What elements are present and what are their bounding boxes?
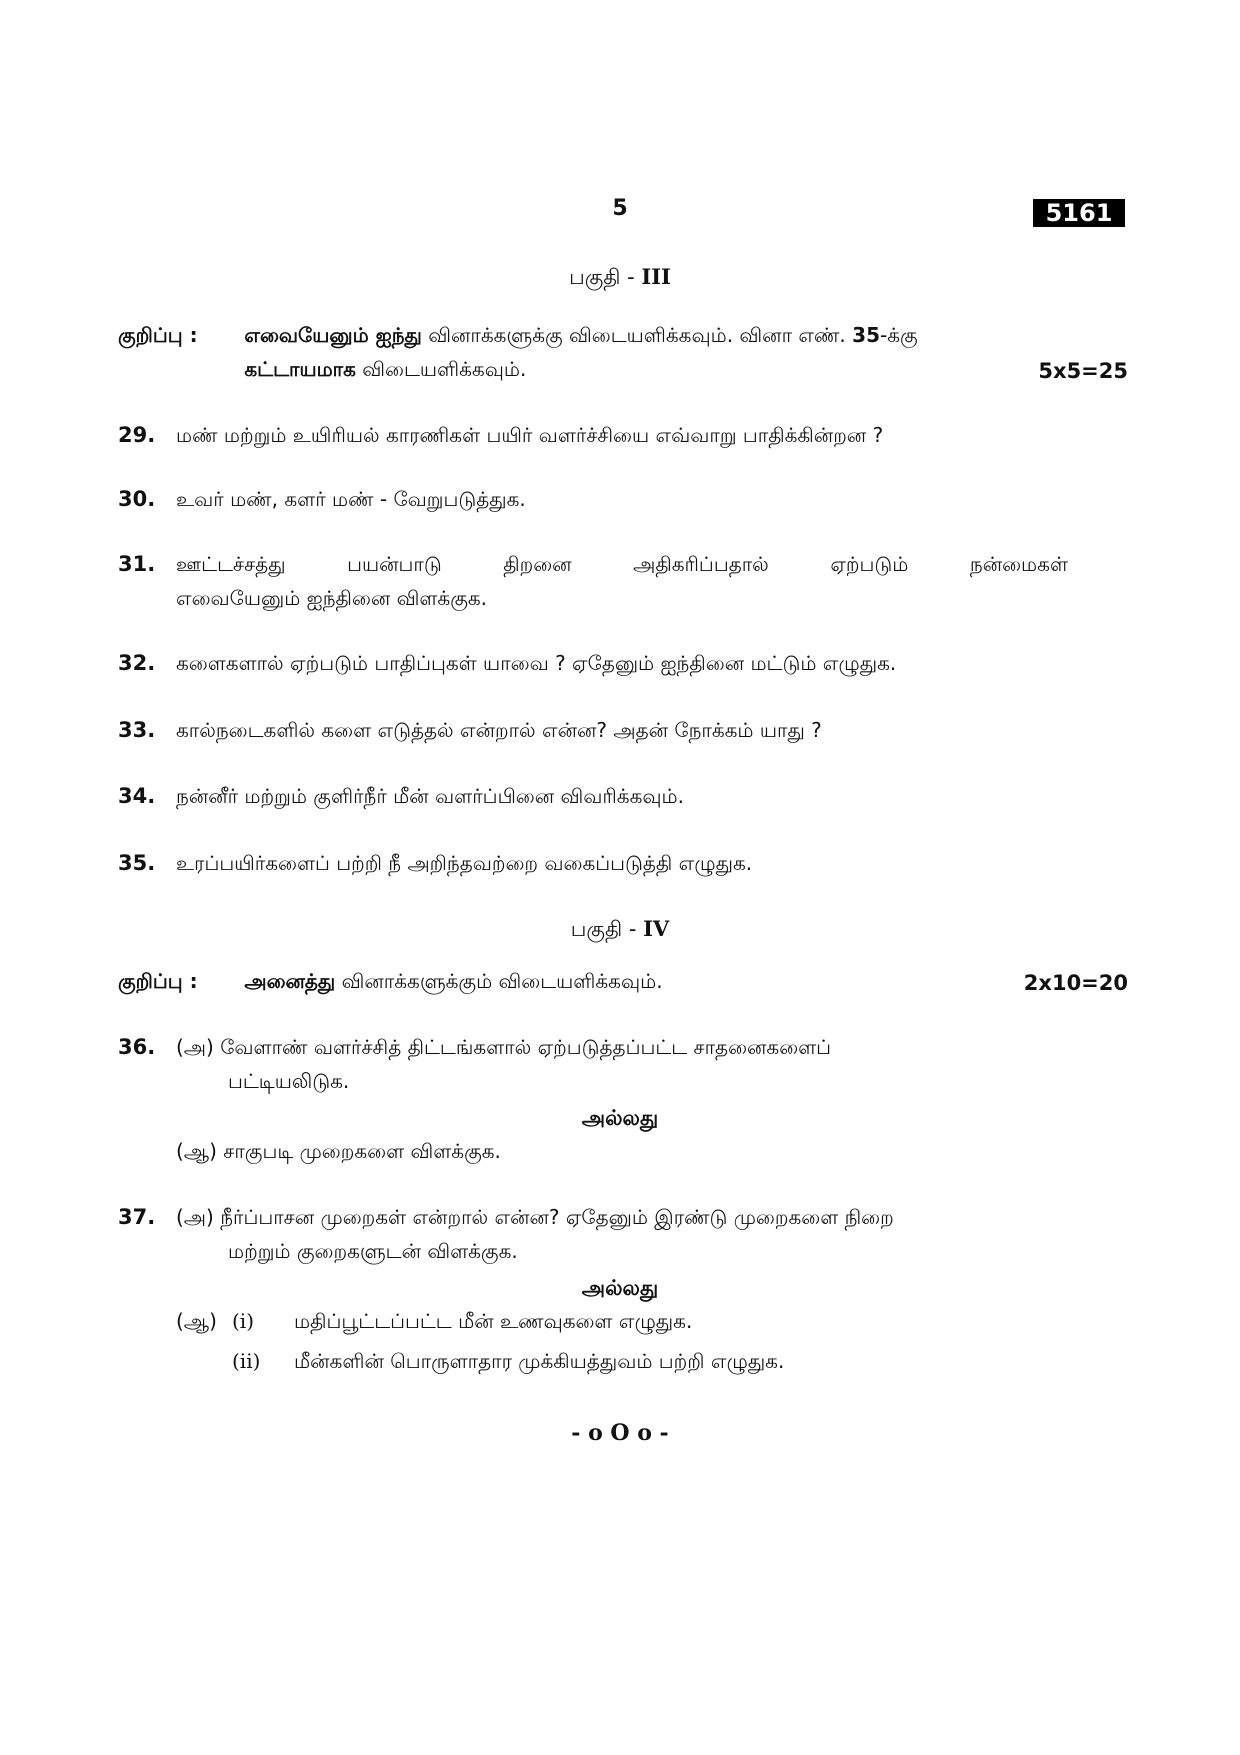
option-b-label: (ஆ): [176, 1139, 217, 1163]
question-number: 30.: [118, 487, 156, 511]
page-number: 5: [612, 196, 628, 221]
note-label: குறிப்பு :: [118, 323, 198, 347]
question-text: நன்னீர் மற்றும் குளிர்நீர் மீன் வளர்ப்பினை விவரிக்கவும்.: [176, 784, 684, 808]
note-bold-compulsory: கட்டாயமாக: [244, 357, 356, 381]
question-31: [118, 547, 1068, 615]
question-number: 29.: [118, 423, 156, 447]
option-a-label: (அ): [176, 1035, 214, 1059]
sub-ii-label: (ii): [232, 1349, 261, 1373]
or-divider: அல்லது: [581, 1106, 659, 1130]
section-word: பகுதி: [570, 917, 623, 941]
marks-part4: 2x10=20: [1023, 971, 1128, 995]
question-37: [118, 1200, 1068, 1268]
question-number: 35.: [118, 851, 156, 875]
question-34: [118, 779, 1068, 813]
question-30: [118, 482, 1068, 516]
option-b-label: (ஆ): [176, 1309, 217, 1333]
sub-i-label: (i): [232, 1309, 255, 1333]
question-36-option-b: [118, 1134, 1068, 1168]
question-number: 32.: [118, 651, 156, 675]
question-37-option-b: [118, 1304, 1068, 1384]
note-text-answer: விடையளிக்கவும்.: [362, 357, 527, 381]
paper-code-badge: 5161: [1033, 199, 1125, 227]
section-title-part3: பகுதி - III: [569, 264, 671, 289]
part3-instruction: [118, 318, 1128, 386]
part4-instruction: [118, 964, 1128, 998]
question-text: உரப்பயிர்களைப் பற்றி நீ அறிந்தவற்றை வகைப்படுத்தி எழுதுக.: [176, 851, 753, 875]
question-text-cont: எவையேனும் ஐந்தினை விளக்குக.: [176, 586, 488, 610]
note-text: வினாக்களுக்கு விடையளிக்கவும். வினா எண்.: [428, 323, 846, 347]
question-35: [118, 846, 1068, 880]
question-text: கால்நடைகளில் களை எடுத்தல் என்றால் என்ன? அதன் நோக்கம் யாது ?: [176, 718, 822, 742]
option-a-text: வேளாண் வளர்ச்சித் திட்டங்களால் ஏற்படுத்தப்பட்ட சாதனைகளைப்: [220, 1035, 832, 1059]
question-29: [118, 418, 1068, 452]
note-text: வினாக்களுக்கும் விடையளிக்கவும்.: [341, 969, 663, 993]
question-number: 34.: [118, 784, 156, 808]
question-number: 33.: [118, 718, 156, 742]
marks-part3: 5x5=25: [1038, 359, 1128, 383]
option-a-text: நீர்ப்பாசன முறைகள் என்றால் என்ன? ஏதேனும் இரண்டு முறைகளை நிறை: [220, 1205, 894, 1229]
question-text: ஊட்டச்சத்து பயன்பாடு திறனை அதிகரிப்பதால் ஏற்படும் நன்மைகள்: [176, 552, 1068, 576]
question-text: உவர் மண், களர் மண் - வேறுபடுத்துக.: [176, 487, 526, 511]
or-divider: அல்லது: [581, 1276, 659, 1300]
question-text: மண் மற்றும் உயிரியல் காரணிகள் பயிர் வளர்ச்சியை எவ்வாறு பாதிக்கின்றன ?: [176, 423, 884, 447]
question-36: [118, 1030, 1068, 1098]
option-a-label: (அ): [176, 1205, 214, 1229]
question-number: 36.: [118, 1035, 156, 1059]
end-mark: - o O o -: [571, 1420, 669, 1446]
question-text: களைகளால் ஏற்படும் பாதிப்புகள் யாவை ? ஏதேனும் ஐந்தினை மட்டும் எழுதுக.: [176, 651, 897, 675]
note-label: குறிப்பு :: [118, 969, 198, 993]
question-32: [118, 646, 1068, 680]
option-a-text-cont: பட்டியலிடுக.: [228, 1069, 350, 1093]
question-number: 31.: [118, 552, 156, 576]
option-b-text: சாகுபடி முறைகளை விளக்குக.: [223, 1139, 501, 1163]
note-bold-qnum: 35: [852, 323, 880, 347]
question-number: 37.: [118, 1205, 156, 1229]
section-title-part4: பகுதி - IV: [570, 916, 670, 941]
note-text-suffix: -க்கு: [880, 323, 918, 347]
note-bold-all: அனைத்து: [244, 969, 336, 993]
section-numeral: III: [641, 264, 671, 289]
note-bold-any-five: எவையேனும் ஐந்து: [244, 323, 422, 347]
sub-ii-text: மீன்களின் பொருளாதார முக்கியத்துவம் பற்றி எழுதுக.: [294, 1349, 785, 1373]
section-numeral: IV: [643, 916, 670, 941]
sub-i-text: மதிப்பூட்டப்பட்ட மீன் உணவுகளை எழுதுக.: [294, 1309, 693, 1333]
section-word: பகுதி: [569, 265, 621, 289]
question-33: [118, 713, 1068, 747]
option-a-text-cont: மற்றும் குறைகளுடன் விளக்குக.: [228, 1239, 518, 1263]
